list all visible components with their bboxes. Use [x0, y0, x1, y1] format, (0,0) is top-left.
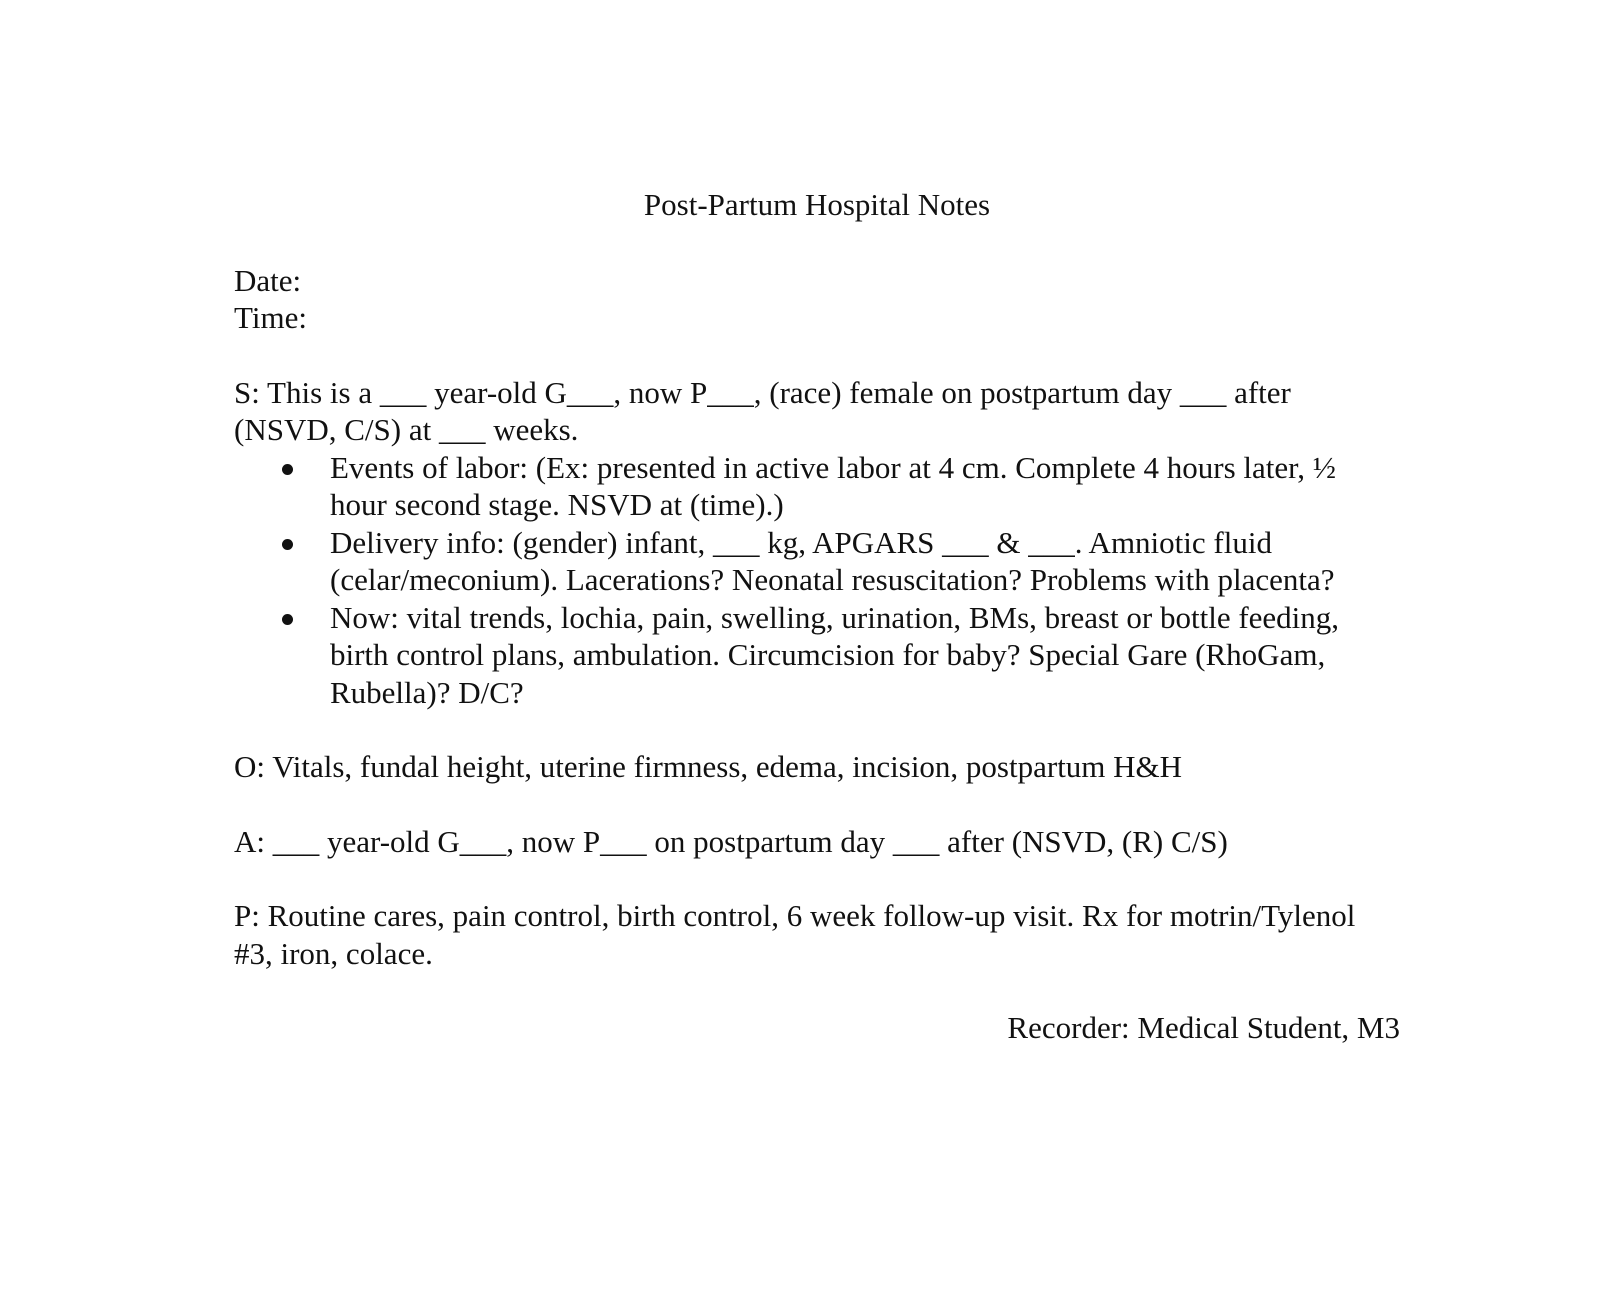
- bullet-events-of-labor: [234, 449, 1400, 524]
- assessment-section: A: ___ year-old G___, now P___ on postpartum day ___ after (NSVD, (R) C/S): [234, 823, 1228, 859]
- spacer: [234, 337, 1400, 374]
- objective-section: O: Vitals, fundal height, uterine firmness, edema, incision, postpartum H&H: [234, 749, 1183, 784]
- date-label: Date:: [234, 262, 302, 298]
- bullet-text: Events of labor: (Ex: presented in active labor at 4 cm. Complete 4 hours later, ½ hour second stage. NSVD at (time).): [330, 449, 1336, 522]
- note-body: [234, 186, 1400, 1047]
- spacer: [234, 711, 1400, 748]
- subjective-bullet-list: [234, 449, 1400, 712]
- bullet-text: Now: vital trends, lochia, pain, swelling, urination, BMs, breast or bottle feeding, birth control plans, ambulation. Circumcision for baby? Special Gare (RhoGam, Rubella)? D/C?: [330, 599, 1340, 710]
- bullet-delivery-info: [234, 524, 1400, 599]
- bullet-now: [234, 599, 1400, 712]
- spacer: [234, 972, 1400, 1009]
- plan-section: P: Routine cares, pain control, birth control, 6 week follow-up visit. Rx for motrin/Tylenol #3, iron, colace.: [234, 898, 1356, 971]
- bullet-dot-icon: [282, 539, 293, 550]
- spacer: [234, 786, 1400, 823]
- subjective-intro: S: This is a ___ year-old G___, now P___, (race) female on postpartum day ___ after (NSVD, C/S) at ___ weeks.: [234, 374, 1291, 447]
- document-title: Post-Partum Hospital Notes: [643, 187, 991, 222]
- recorder-line: Recorder: Medical Student, M3: [1007, 1010, 1400, 1045]
- bullet-text: Delivery info: (gender) infant, ___ kg, APGARS ___ & ___. Amniotic fluid (celar/meconium). Lacerations? Neonatal resuscitation? Problems with placenta?: [330, 524, 1335, 597]
- bullet-dot-icon: [282, 464, 293, 475]
- time-label: Time:: [234, 300, 307, 335]
- bullet-dot-icon: [282, 614, 293, 625]
- spacer: [234, 860, 1400, 897]
